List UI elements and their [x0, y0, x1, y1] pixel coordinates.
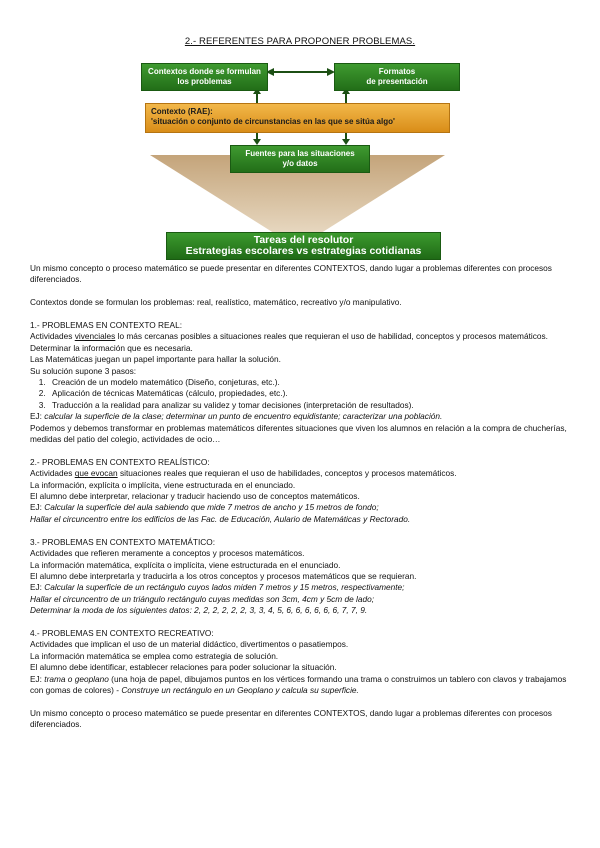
outro-paragraph: Un mismo concepto o proceso matemático se puede presentar en diferentes CONTEXTOS, dando lugar a problemas diferentes con procesos diferenciados.: [30, 707, 552, 730]
box-context-rae: Contexto (RAE): 'situación o conjunto de circunstancias en las que se sitúa algo': [145, 103, 450, 133]
realistic-line-1: Actividades que evocan situaciones reales que requieran el uso de habilidades, conceptos y procesos matemáticos.: [30, 468, 457, 479]
realistic-example-1: EJ: Calcular la superficie del aula sabiendo que mide 7 metros de ancho y 15 metros de fondo;: [30, 502, 379, 513]
list-item: 1. Creación de un modelo matemático (Diseño, conjeturas, etc.).: [48, 377, 575, 388]
real-line-1: Actividades vivenciales lo más cercanas posibles a situaciones reales que requieran el uso de habilidad, conceptos y procesos matemáticos.: [30, 331, 548, 342]
list-item: 3. Traducción a la realidad para analizar su validez y tomar decisiones (interpretación de resultados).: [48, 400, 575, 411]
recreational-line-1: Actividades que implican el uso de un material didáctico, divertimentos o pasatiempos.: [30, 639, 349, 650]
real-line-4: Su solución supone 3 pasos:: [30, 365, 137, 376]
recreational-line-3: El alumno debe identificar, establecer relaciones para poder solucionar la situación.: [30, 662, 337, 673]
math-example-2: Hallar el circuncentro de un triángulo rectángulo cuyas medidas son 3cm, 4cm y 5cm de lado;: [30, 593, 375, 604]
realistic-line-3: El alumno debe interpretar, relacionar y traducir haciendo uso de conceptos matemáticos.: [30, 491, 360, 502]
recreational-example: EJ: trama o geoplano (una hoja de papel, dibujamos puntos en los vértices formando una trama o construimos un tablero con clavos y trabajamos con gomas de colores) - Construye un rectángulo en un Geoplano y calcula su superficie.: [30, 673, 567, 695]
math-example-1: EJ: Calcular la superficie de un rectángulo cuyos lados miden 7 metros y 15 metros, respectivamente;: [30, 582, 405, 593]
context-diagram: [0, 55, 600, 260]
real-steps-list: [30, 377, 575, 411]
contexts-paragraph: Contextos donde se formulan los problemas: real, realístico, matemático, recreativo y/o manipulativo.: [30, 297, 402, 308]
math-line-1: Actividades que refieren meramente a conceptos y procesos matemáticos.: [30, 548, 305, 559]
real-example: EJ: calcular la superficie de la clase; determinar un punto de encuentro equidistante; caracterizar una población.: [30, 411, 443, 422]
page-title: 2.- REFERENTES PARA PROPONER PROBLEMAS.: [184, 36, 416, 47]
math-line-2: La información matemática, explícita o implícita, viene estructurada en el enunciado.: [30, 559, 341, 570]
section-real-heading: 1.- PROBLEMAS EN CONTEXTO REAL:: [30, 320, 182, 330]
real-line-3: Las Matemáticas juegan un papel importante para hallar la solución.: [30, 354, 281, 365]
document-body: [30, 263, 575, 731]
intro-paragraph: Un mismo concepto o proceso matemático se puede presentar en diferentes CONTEXTOS, dando lugar a problemas diferentes con procesos diferenciados.: [30, 263, 552, 285]
section-realistic-heading: 2.- PROBLEMAS EN CONTEXTO REALÍSTICO:: [30, 456, 210, 467]
box-solver-tasks: Tareas del resolutor Estrategias escolares vs estrategias cotidianas: [166, 232, 441, 260]
real-line-5: Podemos y debemos transformar en problemas matemáticos diferentes situaciones que viven los alumnos en relación a la compra de chucherías, medidas del patio del colegio, actividades de ocio…: [30, 422, 567, 445]
math-line-3: El alumno debe interpretarla y traducirla a los otros conceptos y procesos matemáticos que se requieran.: [30, 570, 417, 581]
recreational-line-2: La información matemática se emplea como estrategia de solución.: [30, 650, 279, 661]
realistic-line-2: La información, explícita o implícita, viene estructurada en el enunciado.: [30, 479, 296, 490]
box-sources: Fuentes para las situaciones y/o datos: [230, 145, 370, 173]
real-line-2: Determinar la información que es necesaria.: [30, 342, 193, 353]
box-contexts: Contextos donde se formulan los problemas: [141, 63, 268, 91]
list-item: 2. Aplicación de técnicas Matemáticas (cálculo, propiedades, etc.).: [48, 388, 575, 399]
section-math-heading: 3.- PROBLEMAS EN CONTEXTO MATEMÁTICO:: [30, 536, 216, 547]
section-recreational-heading: 4.- PROBLEMAS EN CONTEXTO RECREATIVO:: [30, 627, 214, 638]
math-example-3: Determinar la moda de los siguientes datos: 2, 2, 2, 2, 2, 2, 3, 3, 4, 5, 6, 6, 6, 6, 6, 6, 7, 7, 9.: [30, 605, 368, 616]
box-formats: Formatos de presentación: [334, 63, 460, 91]
realistic-example-2: Hallar el circuncentro entre los edificios de las Fac. de Educación, Aulario de Matemáticas y Rectorado.: [30, 513, 411, 524]
